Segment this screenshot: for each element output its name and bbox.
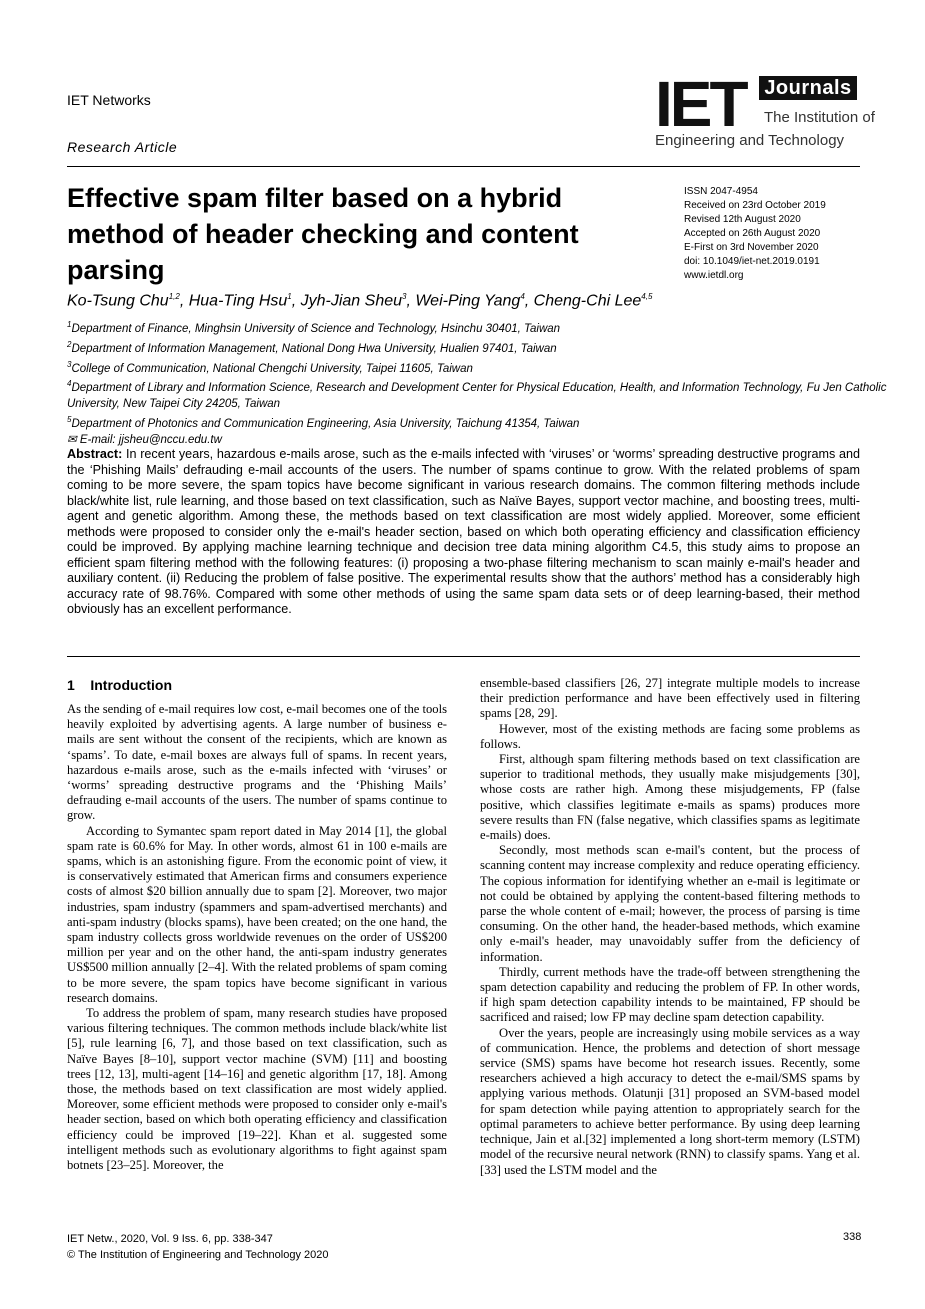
- author-separator: ,: [291, 292, 301, 310]
- affiliation-line: [67, 357, 925, 377]
- author-affiliation-mark: 3: [402, 292, 407, 301]
- affiliation-text: Department of Library and Information Science, Research and Development Center for Physical Education, Health, and Information Technology, Fu Jen Catholic University, New Taipei City 24205, Taiwan: [67, 382, 887, 411]
- author-affiliation-mark: 4: [520, 292, 525, 301]
- body-paragraph: ensemble-based classifiers [26, 27] integrate multiple models to increase their prediction performance and have been effectively used in filtering spams [28, 29].: [480, 676, 860, 721]
- publication-meta: [684, 185, 826, 283]
- affiliations: [67, 317, 925, 448]
- affiliation-text: College of Communication, National Chengchi University, Taipei 11605, Taiwan: [71, 362, 473, 375]
- logo-institution-line1: The Institution of: [764, 109, 875, 126]
- body-paragraph: Secondly, most methods scan e-mail's content, but the process of scanning content may increase complexity and reduce operating efficiency. The copious information for identifying whether an e-mail is legitimate or not could be obtained by applying the content-based filtering methods to parse the whole content of e-mail; however, the process of parsing is time consuming. On the other hand, the header-based methods, which examine only e-mail's header, may unavoidably suffer from the deficiency of information.: [480, 843, 860, 964]
- footer-citation: IET Netw., 2020, Vol. 9 Iss. 6, pp. 338-347: [67, 1233, 273, 1245]
- section-heading: 1 Introduction: [67, 677, 173, 693]
- logo-institution-line2: Engineering and Technology: [655, 132, 845, 149]
- header-divider: [67, 166, 860, 167]
- doi[interactable]: doi: 10.1049/iet-net.2019.0191: [684, 256, 820, 267]
- affiliation-text: Department of Photonics and Communication Engineering, Asia University, Taichung 41354, Taiwan: [71, 418, 580, 431]
- abstract-text: In recent years, hazardous e-mails arose, such as the e-mails infected with ‘viruses’ or ‘worms’ spreading destructive programs and the ‘Phishing Mails’ defrauding e-mail accounts of the users. The number of spams continue to grow. With the related problems of spam coming to be more severe, the spam topics have become significant in various research domains. The common filtering methods include black/white list, rule learning, and those based on text classification, such as Naïve Bayes, support vector machine, and boosting trees, multi-agent and genetic algorithm. Among these, the methods based on text classification are most widely applied. Moreover, some efficient methods were proposed to consider only the e-mail's header section, based on which both operating efficiency and classification efficiency could be improved. By applying machine learning technique and decision tree data mining algorithm C4.5, this study aims to propose an efficient spam filtering method with the following features: (i) proposing a two-phase filtering mechanism to scan mainly e-mail's header and auxiliary content. (ii) Reducing the problem of false positive. The experimental results show that the authors’ method has a considerably high accuracy rate of 98.76%. Compared with some other methods of using the same spam data sets or of deep learning-based, their method obviously has an excellent performance.: [67, 447, 860, 616]
- body-paragraph: To address the problem of spam, many research studies have proposed various filtering techniques. The common methods include black/white list [5], rule learning [6, 7], and those based on text classification, such as Naïve Bayes [8–10], support vector machine (SVM) [11] and boosting trees [12, 13], multi-agent [14–16] and genetic algorithm [17, 18]. Among those, the methods based on text classification are most widely applied. Moreover, some efficient methods were proposed to consider only e-mail's header section, based on which both operating efficiency and classification efficiency could be improved [19–22]. Khan et al. suggested some intelligent methods such as evolutionary algorithms to fight against spam botnets [23–25]. Moreover, the: [67, 1006, 447, 1173]
- body-paragraph: According to Symantec spam report dated in May 2014 [1], the global spam rate is 60.6% for May. In other words, almost 61 in 100 e-mails are spams, which is an astonishing figure. From the economic point of view, it is conservatively estimated that American firms and consumers experience costs of almost $20 billion annually due to spam [2]. Moreover, two major industries, spam industry (spammers and spam-advertised merchants) and anti-spam industry (blocks spams), have been created; on the one hand, the spam industry collects gross worldwide revenues on the order of US$200 million per year and on the other hand, the anti-spam industry generates US$500 million annually [2–4]. With the related problems of spam coming to be more severe, the spam topics have become significant in various research domains.: [67, 823, 447, 1005]
- author-name: Ko-Tsung Chu: [67, 292, 169, 310]
- affiliation-text: Department of Information Management, National Dong Hwa University, Hualien 97401, Taiwan: [71, 342, 557, 355]
- author-name: Wei-Ping Yang: [415, 292, 521, 310]
- affiliation-number: 1: [67, 320, 72, 329]
- author-separator: ,: [524, 292, 534, 310]
- abstract-label: Abstract:: [67, 447, 123, 461]
- author-affiliation-mark: 4,5: [641, 292, 653, 301]
- author-separator: ,: [406, 292, 416, 310]
- issn: ISSN 2047-4954: [684, 186, 758, 197]
- affiliation-text: Department of Finance, Minghsin University of Science and Technology, Hsinchu 30401, Taiwan: [71, 322, 561, 335]
- affiliation-line: [67, 412, 925, 432]
- logo-iet-text: IET: [655, 68, 746, 140]
- author-name: Jyh-Jian Sheu: [300, 292, 403, 310]
- author-name: Hua-Ting Hsu: [188, 292, 288, 310]
- received-date: Received on 23rd October 2019: [684, 200, 826, 211]
- efirst-date: E-First on 3rd November 2020: [684, 242, 819, 253]
- article-type: Research Article: [67, 139, 178, 155]
- left-column: [67, 676, 447, 1173]
- affiliation-number: 4: [67, 379, 72, 389]
- author-separator: ,: [179, 292, 189, 310]
- body-paragraph: Thirdly, current methods have the trade-off between strengthening the spam detection capability and reducing the problem of FP. In other words, if high spam detection capability intends to be maintained, FP should be sacrificed and raised; low FP may decline spam detection capability.: [480, 964, 860, 1025]
- footer: [67, 1231, 329, 1263]
- affiliation-number: 5: [67, 415, 72, 425]
- affiliation-number: 2: [67, 339, 72, 349]
- accepted-date: Accepted on 26th August 2020: [684, 228, 821, 239]
- abstract-divider: [67, 656, 860, 657]
- author-affiliation-mark: 1: [287, 292, 292, 301]
- page-number: 338: [843, 1231, 862, 1243]
- website-link[interactable]: www.ietdl.org: [684, 270, 744, 281]
- body-paragraph: Over the years, people are increasingly using mobile services as a way of communication. Hence, the problems and detection of short message service (SMS) spams have become hot research issues. Recently, some researchers achieved a high accuracy to detect the e-mail/SMS spams by applying various methods. Olatunji [31] proposed an SVM-based model for spam detection while paying attention to appropriately search for the optimal parameters to achieve better performance. By using deep learning technique, Jain et al.[32] implemented a long short-term memory (LSTM) model of the recursive neural network (RNN) to classify spams. Yang et al.[33] used the LSTM model and the: [480, 1025, 860, 1177]
- body-paragraph: However, most of the existing methods are facing some problems as follows.: [480, 721, 860, 751]
- footer-copyright: © The Institution of Engineering and Technology 2020: [67, 1249, 329, 1261]
- affiliation-line: [67, 317, 925, 337]
- logo-journals-badge: Journals: [759, 76, 857, 100]
- body-paragraph: As the sending of e-mail requires low cost, e-mail becomes one of the tools heavily exploited by advertising agents. A large number of business e-mails are sent without the consent of the recipients, which are known as ‘spams’. To date, e-mail boxes are always full of spams. In recent years, hazardous e-mails arose, such as the e-mails infected with ‘viruses’ or ‘worms’ spreading destructive programs and the ‘Phishing Mails’ defrauding e-mail accounts of the users. The number of spams continue to grow.: [67, 702, 447, 823]
- iet-journals-logo: [655, 68, 875, 154]
- author-list: [67, 292, 652, 310]
- paper-title: Effective spam filter based on a hybrid method of header checking and content parsing: [67, 183, 579, 285]
- affiliation-number: 3: [67, 359, 72, 369]
- affiliation-line: [67, 337, 925, 357]
- body-paragraph: First, although spam filtering methods based on text classification are superior to traditional methods, they usually make misjudgements [30], whose costs are rather high. Among these misjudgements, FP (false positive, which classifies legitimate e-mails as spams) produces more severe results than FN (false negative, which classifies spams as legitimate e-mails) does.: [480, 752, 860, 843]
- abstract: [67, 447, 860, 618]
- journal-name: IET Networks: [67, 92, 151, 108]
- author-affiliation-mark: 1,2: [168, 292, 180, 301]
- affiliation-line: [67, 376, 925, 412]
- right-column: [480, 676, 860, 1178]
- author-name: Cheng-Chi Lee: [533, 292, 642, 310]
- corresponding-email[interactable]: ✉ E-mail: jjsheu@nccu.edu.tw: [67, 434, 222, 447]
- revised-date: Revised 12th August 2020: [684, 214, 801, 225]
